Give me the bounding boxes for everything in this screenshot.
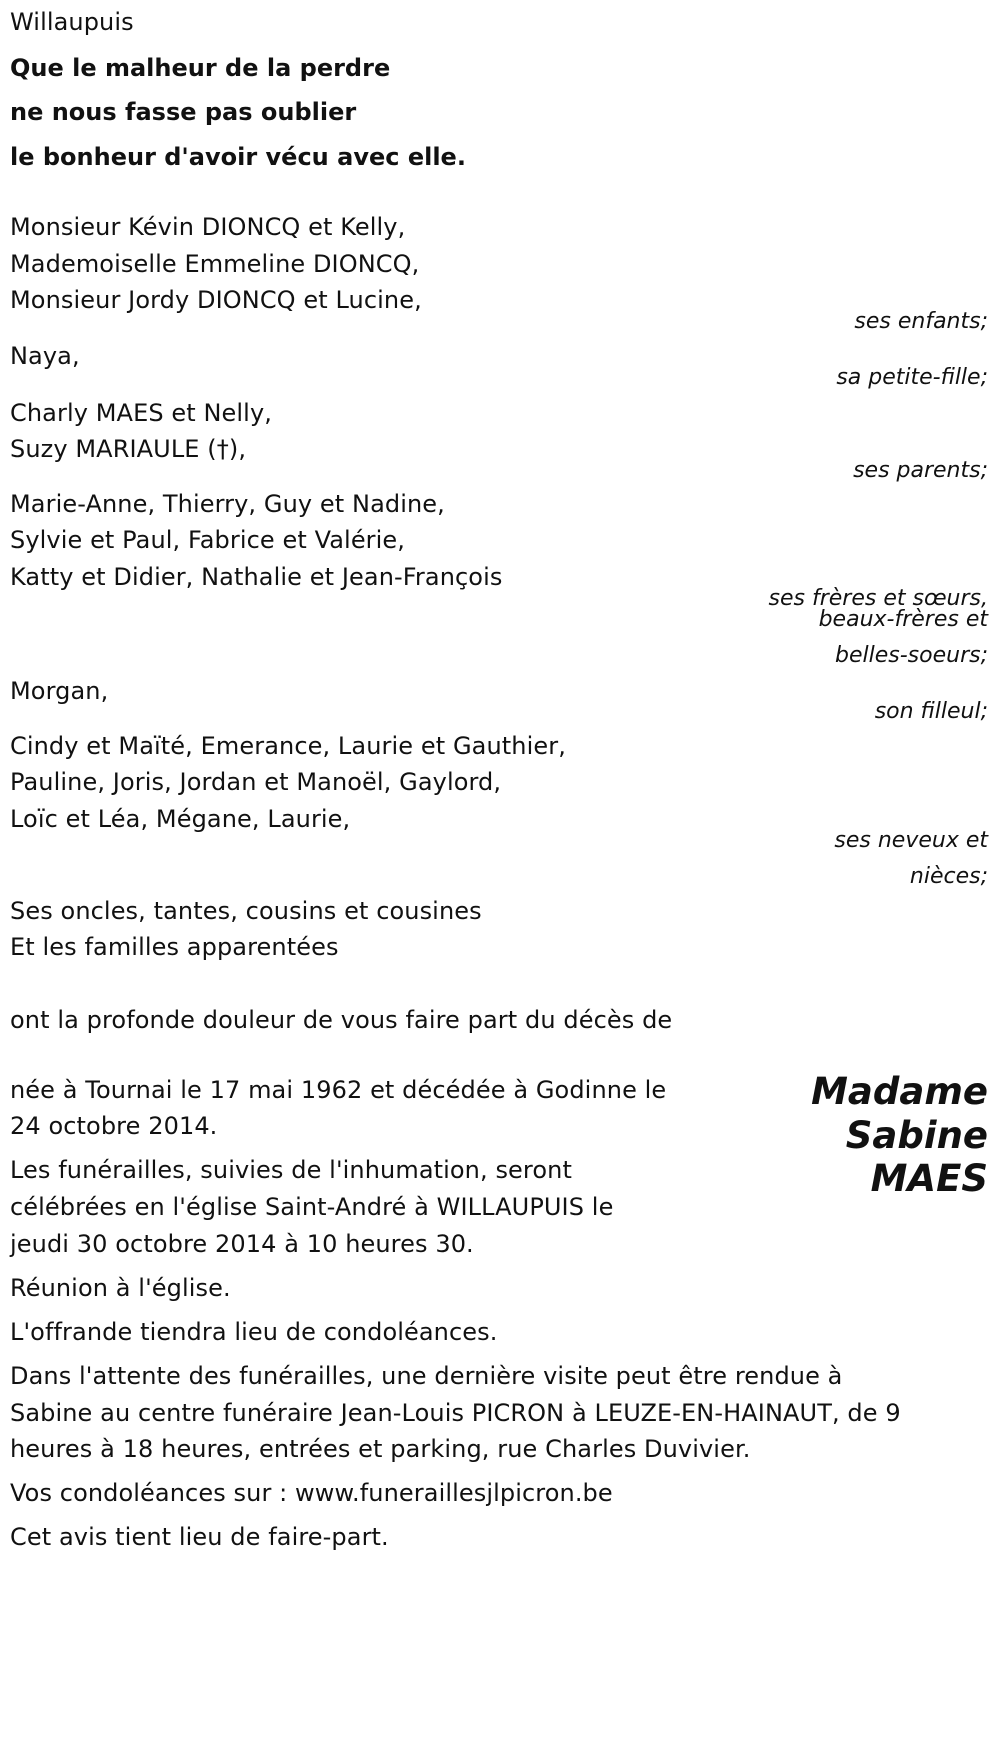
- visit-line: Sabine au centre funéraire Jean-Louis PICRON à LEUZE-EN-HAINAUT, de 9: [10, 1399, 901, 1427]
- family-name: Charly MAES et Nelly,: [10, 399, 272, 427]
- condolences-info: Vos condoléances sur : www.funeraillesjlpicron.be: [10, 1479, 613, 1507]
- family-name: Monsieur Kévin DIONCQ et Kelly,: [10, 213, 406, 241]
- deceased-name-line: Sabine: [845, 1114, 988, 1157]
- funeral-line: jeudi 30 octobre 2014 à 10 heures 30.: [10, 1230, 474, 1258]
- deceased-name-line: MAES: [870, 1157, 988, 1200]
- visit-line: heures à 18 heures, entrées et parking, rue Charles Duvivier.: [10, 1435, 751, 1463]
- family-name: Monsieur Jordy DIONCQ et Lucine,: [10, 286, 422, 314]
- family-name: Katty et Didier, Nathalie et Jean-François: [10, 563, 503, 591]
- family-name: Marie-Anne, Thierry, Guy et Nadine,: [10, 490, 445, 518]
- relationship-label: nièces;: [909, 864, 988, 889]
- relationship-label: ses enfants;: [854, 309, 988, 334]
- place-name: Willaupuis: [10, 8, 134, 36]
- deceased-name-line: Madame: [811, 1070, 988, 1113]
- funeral-line: Les funérailles, suivies de l'inhumation, seront: [10, 1156, 572, 1184]
- quote-line: ne nous fasse pas oublier: [10, 98, 357, 126]
- extended-family-line: Et les familles apparentées: [10, 933, 339, 961]
- notice-text: Cet avis tient lieu de faire-part.: [10, 1523, 389, 1551]
- family-name: Suzy MARIAULE (†),: [10, 435, 247, 463]
- birth-death-line: 24 octobre 2014.: [10, 1112, 218, 1140]
- family-name: Cindy et Maïté, Emerance, Laurie et Gauthier,: [10, 732, 566, 760]
- family-name: Sylvie et Paul, Fabrice et Valérie,: [10, 526, 406, 554]
- family-name: Pauline, Joris, Jordan et Manoël, Gaylord,: [10, 768, 502, 796]
- family-name: Mademoiselle Emmeline DIONCQ,: [10, 250, 420, 278]
- family-name: Loïc et Léa, Mégane, Laurie,: [10, 805, 351, 833]
- relationship-label: ses parents;: [853, 458, 988, 483]
- relationship-label: sa petite-fille;: [836, 365, 988, 390]
- family-name: Morgan,: [10, 677, 109, 705]
- relationship-label: beaux-frères et: [818, 607, 988, 632]
- visit-line: Dans l'attente des funérailles, une dernière visite peut être rendue à: [10, 1362, 843, 1390]
- extended-family-line: Ses oncles, tantes, cousins et cousines: [10, 897, 482, 925]
- announcement: ont la profonde douleur de vous faire part du décès de: [10, 1006, 673, 1034]
- quote-line: le bonheur d'avoir vécu avec elle.: [10, 143, 466, 171]
- relationship-label: son filleul;: [874, 699, 988, 724]
- meeting-info: Réunion à l'église.: [10, 1274, 231, 1302]
- funeral-line: célébrées en l'église Saint-André à WILLAUPUIS le: [10, 1193, 614, 1221]
- relationship-label: ses neveux et: [834, 828, 988, 853]
- offering-info: L'offrande tiendra lieu de condoléances.: [10, 1318, 498, 1346]
- birth-death-line: née à Tournai le 17 mai 1962 et décédée à Godinne le: [10, 1076, 667, 1104]
- relationship-label: ses frères et sœurs,: [768, 586, 988, 611]
- relationship-label: belles-soeurs;: [835, 643, 988, 668]
- family-name: Naya,: [10, 342, 80, 370]
- quote-line: Que le malheur de la perdre: [10, 54, 391, 82]
